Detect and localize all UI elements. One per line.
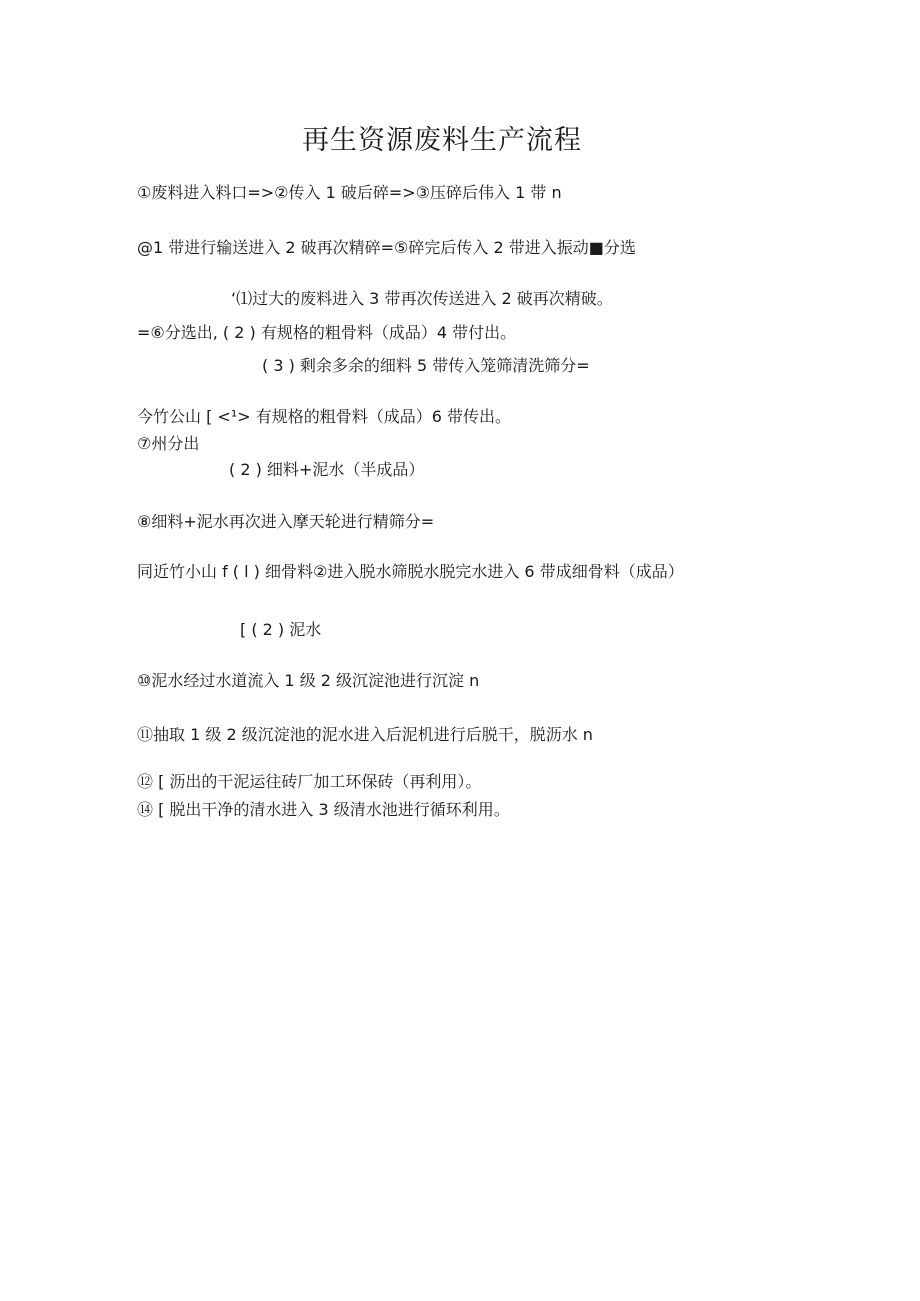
step-line-12: ⑩泥水经过水道流入 1 级 2 级沉淀池进行沉淀 n	[137, 671, 480, 690]
step-line-7: ⑦州分出	[137, 434, 200, 453]
step-line-4: =⑥分选出, ( 2 ) 有规格的粗骨料（成品）4 带付出。	[137, 323, 517, 342]
step-line-6: 今竹公山 [ <¹> 有规格的粗骨料（成品）6 带传出。	[137, 407, 511, 426]
step-line-14: ⑫ [ 沥出的干泥运往砖厂加工环保砖（再利用）。	[137, 772, 482, 791]
step-line-11: [ ( 2 ) 泥水	[240, 620, 322, 639]
step-line-10: 同近竹小山 f ( l ) 细骨料②进入脱水筛脱水脱完水进入 6 带成细骨料（成品）	[137, 562, 684, 581]
step-line-3: ‘⑴过大的废料进入 3 带再次传送进入 2 破再次精破。	[231, 289, 613, 308]
step-line-13: ⑪抽取 1 级 2 级沉淀池的泥水进入后泥机进行后脱干，脱沥水 n	[137, 725, 593, 744]
step-line-15: ⑭ [ 脱出干净的清水进入 3 级清水池进行循环利用。	[137, 800, 510, 819]
step-line-8: ( 2 ) 细料+泥水（半成品）	[229, 460, 425, 479]
step-line-2: @1 带进行输送进入 2 破再次精碎=⑤碎完后传入 2 带进入振动■分选	[137, 238, 636, 257]
step-line-1: ①废料进入料口=>②传入 1 破后碎=>③压碎后伟入 1 带 n	[137, 183, 562, 202]
document-title: 再生资源废料生产流程	[302, 125, 582, 156]
step-line-5: ( 3 ) 剩余多余的细料 5 带传入笼筛清洗筛分=	[262, 356, 590, 375]
step-line-9: ⑧细料+泥水再次进入摩天轮进行精筛分=	[137, 512, 435, 531]
